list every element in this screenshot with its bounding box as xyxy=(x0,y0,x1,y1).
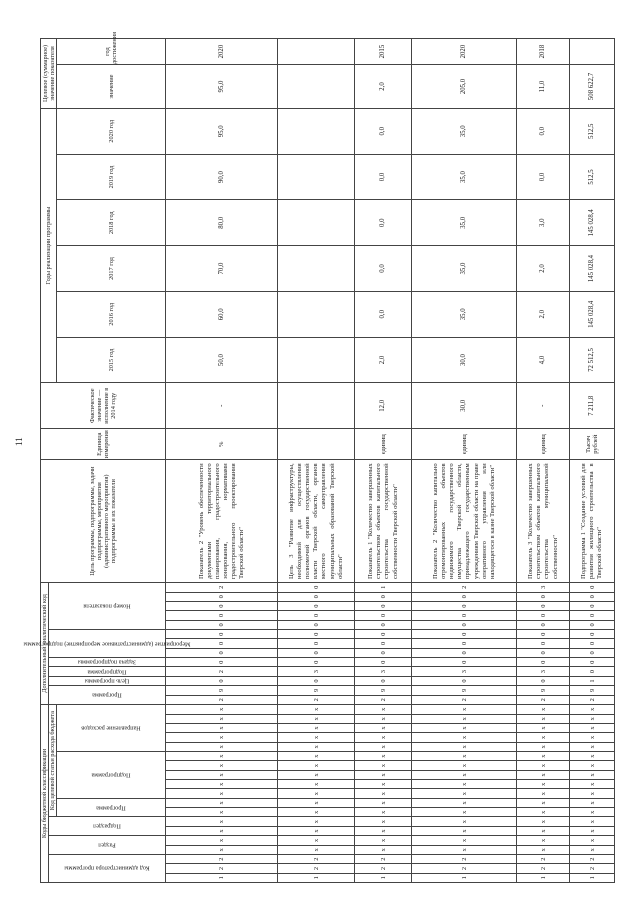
bk-code-cell: х xyxy=(412,789,517,798)
row-target-year: 2020 xyxy=(412,39,517,65)
row-year-value: 50,0 xyxy=(166,337,278,383)
row-unit: единиц xyxy=(412,429,517,460)
dop-code-digit: 0 xyxy=(278,658,355,667)
header-target-value: значение xyxy=(57,65,166,109)
dop-code-digit: 0 xyxy=(278,601,355,610)
dop-code-digit: 0 xyxy=(166,648,278,657)
bk-code-cell: х xyxy=(570,817,615,826)
dop-code-digit: 0 xyxy=(166,620,278,629)
header-year-2017: 2017 год xyxy=(57,246,166,292)
bk-code-cell: х xyxy=(412,798,517,807)
bk-code-cell: х xyxy=(570,789,615,798)
row-year-value: 72 512,5 xyxy=(570,337,615,383)
row-year-value: 95,0 xyxy=(166,108,278,154)
bk-code-cell: х xyxy=(517,733,570,742)
row-year-value: 0,0 xyxy=(355,154,412,200)
row-year-value: 35,0 xyxy=(412,291,517,337)
row-year-value: 0,0 xyxy=(517,154,570,200)
bk-code-cell: х xyxy=(355,845,412,854)
dop-code-digit: 0 xyxy=(570,658,615,667)
dop-code-digit: 2 xyxy=(570,695,615,704)
table-row xyxy=(517,39,570,883)
header-dop-program: Программа xyxy=(49,686,166,705)
row-year-value: 35,0 xyxy=(412,246,517,292)
row-target-year xyxy=(570,39,615,65)
bk-code-cell: х xyxy=(570,714,615,723)
dop-code-digit: 0 xyxy=(412,592,517,601)
header-year-2016: 2016 год xyxy=(57,291,166,337)
bk-code-cell: х xyxy=(412,751,517,760)
dop-code-digit: 0 xyxy=(517,630,570,639)
row-unit: Тысяч рублей xyxy=(570,429,615,460)
admin-code-digit: 2 xyxy=(166,854,278,863)
dop-code-digit: 0 xyxy=(412,658,517,667)
bk-code-cell: х xyxy=(278,733,355,742)
bk-code-cell: х xyxy=(355,723,412,732)
dop-code-digit: 0 xyxy=(166,630,278,639)
dop-code-digit: 2 xyxy=(355,695,412,704)
dop-code-digit: 0 xyxy=(517,639,570,648)
row-year-value xyxy=(278,108,355,154)
admin-code-digit: 2 xyxy=(412,864,517,873)
row-unit: единиц xyxy=(355,429,412,460)
row-unit: % xyxy=(166,429,278,460)
dop-code-digit: 0 xyxy=(355,676,412,685)
bk-code-cell: х xyxy=(355,704,412,714)
dop-code-digit: 2 xyxy=(412,583,517,593)
bk-code-cell: х xyxy=(278,845,355,854)
row-target-year: 2020 xyxy=(166,39,278,65)
dop-code-digit: 0 xyxy=(166,601,278,610)
bk-code-cell: х xyxy=(166,798,278,807)
row-year-value: 35,0 xyxy=(412,154,517,200)
bk-code-cell: х xyxy=(278,704,355,714)
row-year-value: 2,0 xyxy=(517,246,570,292)
dop-code-digit: 0 xyxy=(412,620,517,629)
table-row xyxy=(355,39,412,883)
table-body xyxy=(166,39,615,883)
bk-code-cell: х xyxy=(570,723,615,732)
header-bk-group: Коды бюджетной классификации xyxy=(41,704,49,882)
row-unit xyxy=(278,429,355,460)
row-target-year: 2015 xyxy=(355,39,412,65)
bk-code-cell: х xyxy=(355,798,412,807)
row-year-value: 3,0 xyxy=(517,200,570,246)
row-fact: 7 211,8 xyxy=(570,383,615,429)
dop-code-digit: 3 xyxy=(278,667,355,676)
header-name: Цель программы, подпрограммы, задачи подпрограммы, мероприятия (административного мероприятия) подпрограммы и их показатели xyxy=(41,460,166,583)
header-ces-group: Код целевой статьи расхода бюджета xyxy=(49,704,57,817)
dop-code-digit: 0 xyxy=(412,648,517,657)
dop-code-digit: 0 xyxy=(166,676,278,685)
bk-code-cell: х xyxy=(278,742,355,751)
dop-code-digit: 0 xyxy=(412,601,517,610)
dop-code-digit: 0 xyxy=(355,630,412,639)
header-fact: Фактическое значение — исполнение в 2014 году xyxy=(41,383,166,429)
dop-code-digit: 0 xyxy=(517,592,570,601)
bk-code-cell: х xyxy=(355,742,412,751)
bk-code-cell: х xyxy=(355,761,412,770)
header-podrazdel: Подраздел xyxy=(49,817,166,836)
dop-code-digit: 0 xyxy=(166,611,278,620)
bk-code-cell: х xyxy=(517,761,570,770)
bk-code-cell: х xyxy=(570,798,615,807)
dop-code-digit: 0 xyxy=(278,676,355,685)
dop-code-digit: 0 xyxy=(412,639,517,648)
table-row xyxy=(278,39,355,883)
bk-code-cell: х xyxy=(517,826,570,835)
row-year-value: 70,0 xyxy=(166,246,278,292)
admin-code-digit: 2 xyxy=(570,864,615,873)
dop-code-digit: 0 xyxy=(570,667,615,676)
header-year-2019: 2019 год xyxy=(57,154,166,200)
bk-code-cell: х xyxy=(278,817,355,826)
bk-code-cell: х xyxy=(570,826,615,835)
bk-code-cell: х xyxy=(570,742,615,751)
dop-code-digit: 9 xyxy=(570,686,615,695)
row-fact xyxy=(278,383,355,429)
bk-code-cell: х xyxy=(517,789,570,798)
row-target-value: 508 622,7 xyxy=(570,65,615,109)
bk-code-cell: х xyxy=(278,789,355,798)
bk-code-cell: х xyxy=(570,808,615,817)
header-podprogramma: Подпрограмма xyxy=(57,751,166,798)
bk-code-cell: х xyxy=(278,836,355,845)
bk-code-cell: х xyxy=(570,733,615,742)
row-name: Подпрограмма 1 "Создание условий для развития жилищного строительства в Тверской области" xyxy=(570,460,615,583)
bk-code-cell: х xyxy=(355,770,412,779)
admin-code-digit: 2 xyxy=(412,854,517,863)
header-unit: Единица измерения xyxy=(41,429,166,460)
dop-code-digit: 0 xyxy=(517,658,570,667)
row-year-value: 0,0 xyxy=(355,108,412,154)
bk-code-cell: х xyxy=(517,770,570,779)
row-target-value: 2,0 xyxy=(355,65,412,109)
row-year-value: 0,0 xyxy=(355,246,412,292)
dop-code-digit: 0 xyxy=(517,620,570,629)
program-indicators-table xyxy=(23,32,615,883)
dop-code-digit: 0 xyxy=(570,630,615,639)
admin-code-digit: 1 xyxy=(570,873,615,882)
row-name: Показатель 1 "Количество завершенных строительством объектов капитального строительства государственной собственности Тверской области" xyxy=(355,460,412,583)
admin-code-digit: 2 xyxy=(278,854,355,863)
header-dop-goal: Цель программы xyxy=(49,676,166,685)
dop-code-digit: 0 xyxy=(355,620,412,629)
dop-code-digit: 0 xyxy=(570,601,615,610)
row-year-value xyxy=(278,337,355,383)
header-razdel: Раздел xyxy=(49,836,166,855)
dop-code-digit: 0 xyxy=(278,639,355,648)
bk-code-cell: х xyxy=(412,845,517,854)
header-programma: Программа xyxy=(57,798,166,817)
dop-code-digit: 0 xyxy=(570,592,615,601)
row-year-value: 0,0 xyxy=(355,291,412,337)
bk-code-cell: х xyxy=(517,742,570,751)
dop-code-digit: 0 xyxy=(570,620,615,629)
bk-code-cell: х xyxy=(412,733,517,742)
bk-code-cell: х xyxy=(166,761,278,770)
row-target-year xyxy=(278,39,355,65)
bk-code-cell: х xyxy=(570,845,615,854)
row-year-value xyxy=(278,154,355,200)
header-dop-event: Мероприятие (административное мероприятие) подпрограммы xyxy=(49,630,166,658)
budget-program-table-rotated xyxy=(23,32,604,883)
bk-code-cell: х xyxy=(355,808,412,817)
row-year-value: 30,0 xyxy=(412,337,517,383)
row-fact: - xyxy=(166,383,278,429)
dop-code-digit: 0 xyxy=(166,592,278,601)
row-year-value: 35,0 xyxy=(412,200,517,246)
bk-code-cell: х xyxy=(166,770,278,779)
bk-code-cell: х xyxy=(517,817,570,826)
dop-code-digit: 0 xyxy=(570,611,615,620)
bk-code-cell: х xyxy=(355,780,412,789)
bk-code-cell: х xyxy=(517,836,570,845)
bk-code-cell: х xyxy=(355,733,412,742)
dop-code-digit: 0 xyxy=(355,648,412,657)
bk-code-cell: х xyxy=(517,780,570,789)
table-row xyxy=(412,39,517,883)
dop-code-digit: 0 xyxy=(517,648,570,657)
bk-code-cell: х xyxy=(355,826,412,835)
row-name: Показатель 3 "Количество завершенных строительством объектов капитального строительства муниципальной собственности" xyxy=(517,460,570,583)
bk-code-cell: х xyxy=(166,845,278,854)
bk-code-cell: х xyxy=(278,770,355,779)
page-number: 11 xyxy=(14,437,24,446)
dop-code-digit: 0 xyxy=(355,592,412,601)
dop-code-digit: 0 xyxy=(355,601,412,610)
bk-code-cell: х xyxy=(166,836,278,845)
dop-code-digit: 9 xyxy=(517,686,570,695)
bk-code-cell: х xyxy=(166,808,278,817)
bk-code-cell: х xyxy=(166,826,278,835)
bk-code-cell: х xyxy=(166,817,278,826)
dop-code-digit: 0 xyxy=(166,658,278,667)
bk-code-cell: х xyxy=(517,808,570,817)
dop-code-digit: 3 xyxy=(517,583,570,593)
bk-code-cell: х xyxy=(278,798,355,807)
bk-code-cell: х xyxy=(166,789,278,798)
bk-code-cell: х xyxy=(412,770,517,779)
bk-code-cell: х xyxy=(412,704,517,714)
bk-code-cell: х xyxy=(355,714,412,723)
row-name: Показатель 2 "Уровень обеспеченности документами территориального планирования, градостроительного зонирования, нормативами градостроительного проектирования Тверской области" xyxy=(166,460,278,583)
bk-code-cell: х xyxy=(166,751,278,760)
row-name: Цель 3 "Развитие инфраструктуры, необходимой для осуществления полномочий органов государственной власти Тверской области, органов местного самоуправления муниципальных образований Тверской области" xyxy=(278,460,355,583)
row-year-value: 4,0 xyxy=(517,337,570,383)
dop-code-digit: 2 xyxy=(278,695,355,704)
dop-code-digit: 1 xyxy=(355,583,412,593)
bk-code-cell: х xyxy=(355,789,412,798)
header-admin-code: Код администратора программы xyxy=(49,854,166,882)
header-year-2015: 2015 год xyxy=(57,337,166,383)
row-fact: - xyxy=(517,383,570,429)
bk-code-cell: х xyxy=(166,780,278,789)
row-target-value: 95,0 xyxy=(166,65,278,109)
bk-code-cell: х xyxy=(570,780,615,789)
bk-code-cell: х xyxy=(517,714,570,723)
bk-code-cell: х xyxy=(166,733,278,742)
bk-code-cell: х xyxy=(278,761,355,770)
header-dop-task: Задача подпрограммы xyxy=(49,658,166,667)
row-year-value: 60,0 xyxy=(166,291,278,337)
bk-code-cell: х xyxy=(278,826,355,835)
header-dop-group: Дополнительный аналитический код xyxy=(41,583,49,705)
bk-code-cell: х xyxy=(570,770,615,779)
row-year-value: 512,5 xyxy=(570,154,615,200)
row-target-value xyxy=(278,65,355,109)
row-year-value xyxy=(278,291,355,337)
row-year-value: 0,0 xyxy=(355,200,412,246)
dop-code-digit: 3 xyxy=(517,667,570,676)
admin-code-digit: 2 xyxy=(570,854,615,863)
admin-code-digit: 1 xyxy=(412,873,517,882)
dop-code-digit: 0 xyxy=(517,611,570,620)
bk-code-cell: х xyxy=(278,714,355,723)
row-year-value: 2,0 xyxy=(355,337,412,383)
bk-code-cell: х xyxy=(412,714,517,723)
row-year-value: 0,0 xyxy=(517,108,570,154)
bk-code-cell: х xyxy=(412,808,517,817)
dop-code-digit: 2 xyxy=(412,695,517,704)
admin-code-digit: 1 xyxy=(355,873,412,882)
row-unit: единиц xyxy=(517,429,570,460)
bk-code-cell: х xyxy=(412,742,517,751)
admin-code-digit: 2 xyxy=(355,864,412,873)
dop-code-digit: 0 xyxy=(570,639,615,648)
row-target-year: 2018 xyxy=(517,39,570,65)
row-year-value: 90,0 xyxy=(166,154,278,200)
dop-code-digit: 3 xyxy=(412,667,517,676)
bk-code-cell: х xyxy=(278,780,355,789)
row-year-value: 512,5 xyxy=(570,108,615,154)
dop-code-digit: 0 xyxy=(278,620,355,629)
bk-code-cell: х xyxy=(412,761,517,770)
bk-code-cell: х xyxy=(412,836,517,845)
dop-code-digit: 0 xyxy=(570,583,615,593)
row-year-value: 145 028,4 xyxy=(570,246,615,292)
bk-code-cell: х xyxy=(166,704,278,714)
admin-code-digit: 2 xyxy=(517,854,570,863)
bk-code-cell: х xyxy=(355,751,412,760)
bk-code-cell: х xyxy=(517,723,570,732)
bk-code-cell: х xyxy=(412,723,517,732)
bk-code-cell: х xyxy=(517,751,570,760)
header-target-year: год достижения xyxy=(57,39,166,65)
dop-code-digit: 0 xyxy=(355,658,412,667)
table-row xyxy=(166,39,278,883)
dop-code-digit: 0 xyxy=(517,601,570,610)
bk-code-cell: х xyxy=(355,817,412,826)
bk-code-cell: х xyxy=(355,836,412,845)
dop-code-digit: 0 xyxy=(278,583,355,593)
bk-code-cell: х xyxy=(166,714,278,723)
dop-code-digit: 0 xyxy=(412,611,517,620)
dop-code-digit: 0 xyxy=(278,592,355,601)
bk-code-cell: х xyxy=(412,780,517,789)
dop-code-digit: 0 xyxy=(278,648,355,657)
header-dop-indicator: Номер показателя xyxy=(49,583,166,630)
bk-code-cell: х xyxy=(570,751,615,760)
dop-code-digit: 0 xyxy=(517,676,570,685)
bk-code-cell: х xyxy=(570,704,615,714)
dop-code-digit: 0 xyxy=(166,639,278,648)
header-napravlenie: Направление расходов xyxy=(57,704,166,751)
dop-code-digit: 9 xyxy=(355,686,412,695)
admin-code-digit: 2 xyxy=(166,864,278,873)
dop-code-digit: 9 xyxy=(412,686,517,695)
bk-code-cell: х xyxy=(517,798,570,807)
table-row xyxy=(570,39,615,883)
dop-code-digit: 2 xyxy=(166,583,278,593)
header-dop-subprogram: Подпрограмма xyxy=(49,667,166,676)
header-years-group: Годы реализации программы xyxy=(41,108,57,383)
dop-code-digit: 2 xyxy=(166,695,278,704)
row-target-value: 11,0 xyxy=(517,65,570,109)
admin-code-digit: 2 xyxy=(517,864,570,873)
dop-code-digit: 0 xyxy=(412,630,517,639)
dop-code-digit: 3 xyxy=(355,667,412,676)
dop-code-digit: 0 xyxy=(278,611,355,620)
bk-code-cell: х xyxy=(278,751,355,760)
row-year-value: 145 028,4 xyxy=(570,200,615,246)
row-year-value: 80,0 xyxy=(166,200,278,246)
admin-code-digit: 2 xyxy=(355,854,412,863)
admin-code-digit: 1 xyxy=(166,873,278,882)
row-year-value: 2,0 xyxy=(517,291,570,337)
bk-code-cell: х xyxy=(278,723,355,732)
dop-code-digit: 1 xyxy=(570,676,615,685)
row-year-value: 145 028,4 xyxy=(570,291,615,337)
row-year-value: 35,0 xyxy=(412,108,517,154)
dop-code-digit: 0 xyxy=(278,630,355,639)
bk-code-cell: х xyxy=(570,761,615,770)
dop-code-digit: 9 xyxy=(166,686,278,695)
bk-code-cell: х xyxy=(517,845,570,854)
dop-code-digit: 9 xyxy=(278,686,355,695)
bk-code-cell: х xyxy=(166,723,278,732)
dop-code-digit: 0 xyxy=(355,639,412,648)
bk-code-cell: х xyxy=(412,826,517,835)
dop-code-digit: 2 xyxy=(517,695,570,704)
row-fact: 12,0 xyxy=(355,383,412,429)
bk-code-cell: х xyxy=(166,742,278,751)
dop-code-digit: 2 xyxy=(166,667,278,676)
dop-code-digit: 0 xyxy=(355,611,412,620)
admin-code-digit: 1 xyxy=(517,873,570,882)
dop-code-digit: 0 xyxy=(570,648,615,657)
header-target-group: Целевое (суммарное) значение показателя xyxy=(41,39,57,109)
header-year-2018: 2018 год xyxy=(57,200,166,246)
bk-code-cell: х xyxy=(278,808,355,817)
admin-code-digit: 1 xyxy=(278,873,355,882)
dop-code-digit: 0 xyxy=(412,676,517,685)
bk-code-cell: х xyxy=(412,817,517,826)
row-name: Показатель 2 "Количество капитально отремонтированных объектов недвижимого государственного имущества Тверской области, принадлежащего государственным учреждениям Тверской области на праве оперативного управления или находящегося в казне Тверской области" xyxy=(412,460,517,583)
admin-code-digit: 2 xyxy=(278,864,355,873)
bk-code-cell: х xyxy=(570,836,615,845)
header-year-2020: 2020 год xyxy=(57,108,166,154)
bk-code-cell: х xyxy=(517,704,570,714)
row-year-value xyxy=(278,200,355,246)
row-year-value xyxy=(278,246,355,292)
row-target-value: 205,0 xyxy=(412,65,517,109)
row-fact: 30,0 xyxy=(412,383,517,429)
